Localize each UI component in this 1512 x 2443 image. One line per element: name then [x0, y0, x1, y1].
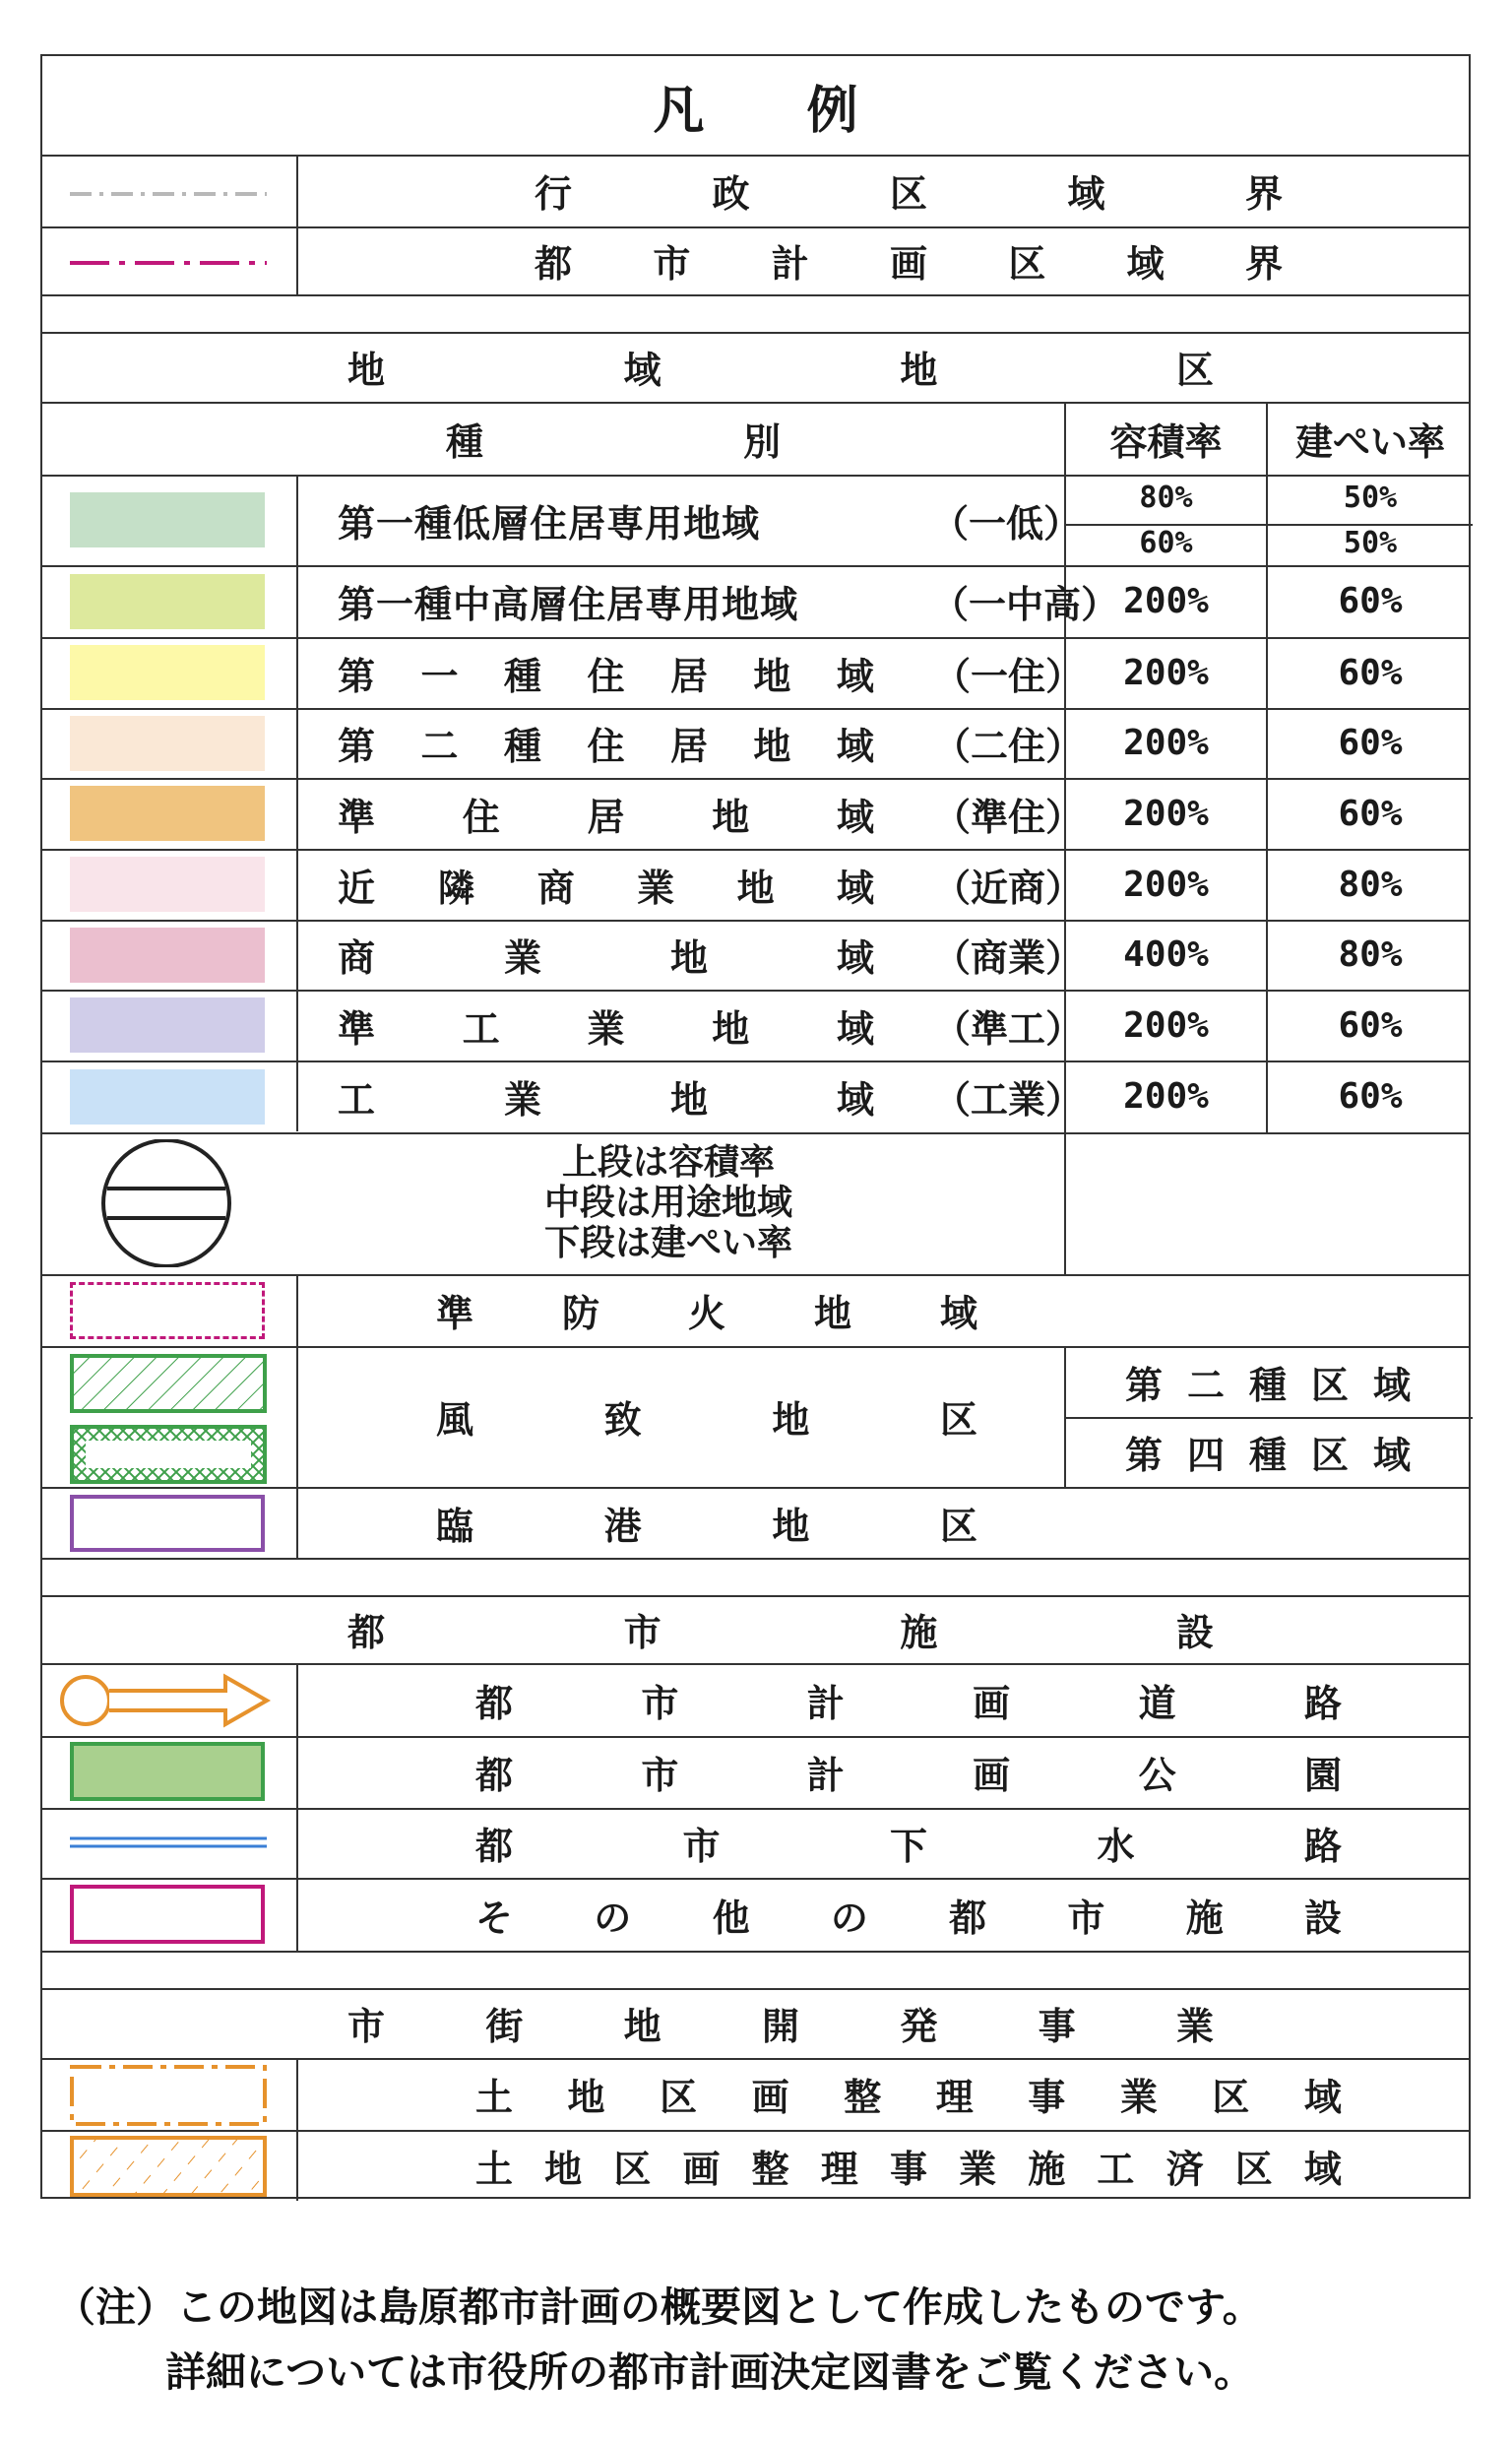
building-coverage-value: 80%	[1338, 864, 1403, 905]
land-readjustment-done-label: 土 地 区 画 整 理 事 業 施 工 済 区 域	[475, 2147, 1342, 2191]
building-coverage-value: 60%	[1338, 723, 1403, 763]
zone-name: 準 住 居 地 域 （ 準 住 ）	[338, 795, 1084, 839]
magenta-box-icon	[70, 1885, 265, 1944]
scenic-type-4-label: 第 四 種 区 域	[1125, 1434, 1411, 1477]
floor-area-ratio-value: 200%	[1123, 723, 1209, 763]
facilities-header: 都 市 施 設	[347, 1611, 1214, 1654]
sewer-label: 都 市 下 水 路	[475, 1825, 1342, 1868]
zone-color-swatch	[70, 716, 265, 771]
zone-name: 準 工 業 地 域 （ 準 工 ）	[338, 1006, 1084, 1051]
legend-table	[40, 54, 1471, 2199]
scenic-hatch-icon	[70, 1354, 267, 1413]
scenic-crosshatch-icon	[70, 1425, 267, 1484]
floor-area-ratio-value: 200%	[1123, 581, 1209, 621]
floor-area-ratio-value: 200%	[1123, 864, 1209, 905]
scenic-type-2-label: 第 二 種 区 域	[1125, 1363, 1411, 1407]
building-coverage-value: 80%	[1338, 934, 1403, 975]
scenic-district-label: 風 致 地 区	[436, 1398, 977, 1442]
zoning-circle-icon	[97, 1139, 235, 1267]
orange-arrow-icon	[58, 1671, 275, 1730]
zone-color-swatch	[70, 857, 265, 912]
orange-hatched-box-icon	[70, 2136, 267, 2197]
fire-district-label: 準 防 火 地 域	[436, 1292, 977, 1335]
city-park-label: 都 市 計 画 公 園	[475, 1754, 1342, 1797]
port-district-label: 臨 港 地 区	[436, 1504, 977, 1548]
footnote-line-2: 詳細については市役所の都市計画決定図書をご覧ください。	[165, 2348, 1255, 2396]
circle-note-line: 中段は用途地域	[544, 1183, 793, 1223]
zone-color-swatch	[70, 492, 265, 547]
zone-name: 商 業 地 域 （ 商 業 ）	[338, 936, 1084, 980]
zone-name: 第 一 種 低 層 住 居 専 用 地 域 （ 一 低 ）	[338, 501, 1082, 546]
building-coverage-value: 50%	[1343, 525, 1398, 560]
land-readjustment-label: 土 地 区 画 整 理 事 業 区 域	[475, 2076, 1342, 2119]
development-header: 市 街 地 開 発 事 業	[347, 2005, 1214, 2048]
zone-name: 第 一 種 中 高 層 住 居 専 用 地 域 （ 一 中 高 ）	[338, 583, 1119, 626]
zone-name: 第 一 種 住 居 地 域 （ 一 住 ）	[338, 654, 1084, 698]
magenta-dash-dot-line-icon	[70, 243, 267, 283]
floor-area-ratio-value: 80%	[1139, 480, 1193, 515]
blue-double-line-icon	[70, 1829, 267, 1858]
gray-dash-dot-line-icon	[70, 174, 267, 214]
building-coverage-value: 50%	[1343, 480, 1398, 515]
zoning-header: 地 域 地 区	[347, 349, 1214, 392]
floor-area-ratio-value: 200%	[1123, 652, 1209, 693]
legend-title: 凡 例	[653, 81, 858, 141]
zone-color-swatch	[70, 1069, 265, 1125]
admin-boundary-label: 行 政 区 域 界	[535, 172, 1283, 216]
zone-color-swatch	[70, 928, 265, 983]
circle-note-line: 上段は容積率	[562, 1142, 776, 1183]
zone-color-swatch	[70, 645, 265, 700]
zone-name: 工 業 地 域 （ 工 業 ）	[338, 1078, 1084, 1122]
other-facilities-label: そ の 他 の 都 市 施 設	[475, 1896, 1342, 1940]
col-bcr-header: 建ぺい率	[1294, 419, 1445, 464]
floor-area-ratio-value: 60%	[1139, 525, 1193, 560]
fire-district-icon	[70, 1282, 265, 1339]
building-coverage-value: 60%	[1338, 1004, 1403, 1046]
port-district-icon	[70, 1495, 265, 1552]
building-coverage-value: 60%	[1338, 581, 1403, 621]
building-coverage-value: 60%	[1338, 652, 1403, 693]
zone-color-swatch	[70, 997, 265, 1053]
zone-name: 近 隣 商 業 地 域 （ 近 商 ）	[338, 866, 1084, 910]
green-park-icon	[70, 1742, 265, 1801]
floor-area-ratio-value: 400%	[1123, 934, 1209, 975]
zone-name: 第 二 種 住 居 地 域 （ 二 住 ）	[338, 725, 1084, 768]
footnote-line-1: （注）この地図は島原都市計画の概要図として作成したものです。	[55, 2283, 1263, 2331]
floor-area-ratio-value: 200%	[1123, 793, 1209, 834]
orange-dash-dot-box-icon	[70, 2065, 267, 2126]
circle-note	[544, 1142, 792, 1263]
circle-note-line: 下段は建ぺい率	[544, 1223, 793, 1263]
col-type-header: 種 別	[446, 419, 781, 464]
city-plan-boundary-label: 都 市 計 画 区 域 界	[535, 242, 1283, 286]
building-coverage-value: 60%	[1338, 793, 1403, 834]
floor-area-ratio-value: 200%	[1123, 1076, 1209, 1117]
building-coverage-value: 60%	[1338, 1076, 1403, 1117]
col-far-header: 容積率	[1109, 419, 1223, 464]
footnote	[55, 2275, 1263, 2405]
city-road-label: 都 市 計 画 道 路	[475, 1681, 1342, 1725]
zone-color-swatch	[70, 786, 265, 841]
zone-color-swatch	[70, 574, 265, 629]
floor-area-ratio-value: 200%	[1123, 1004, 1209, 1046]
